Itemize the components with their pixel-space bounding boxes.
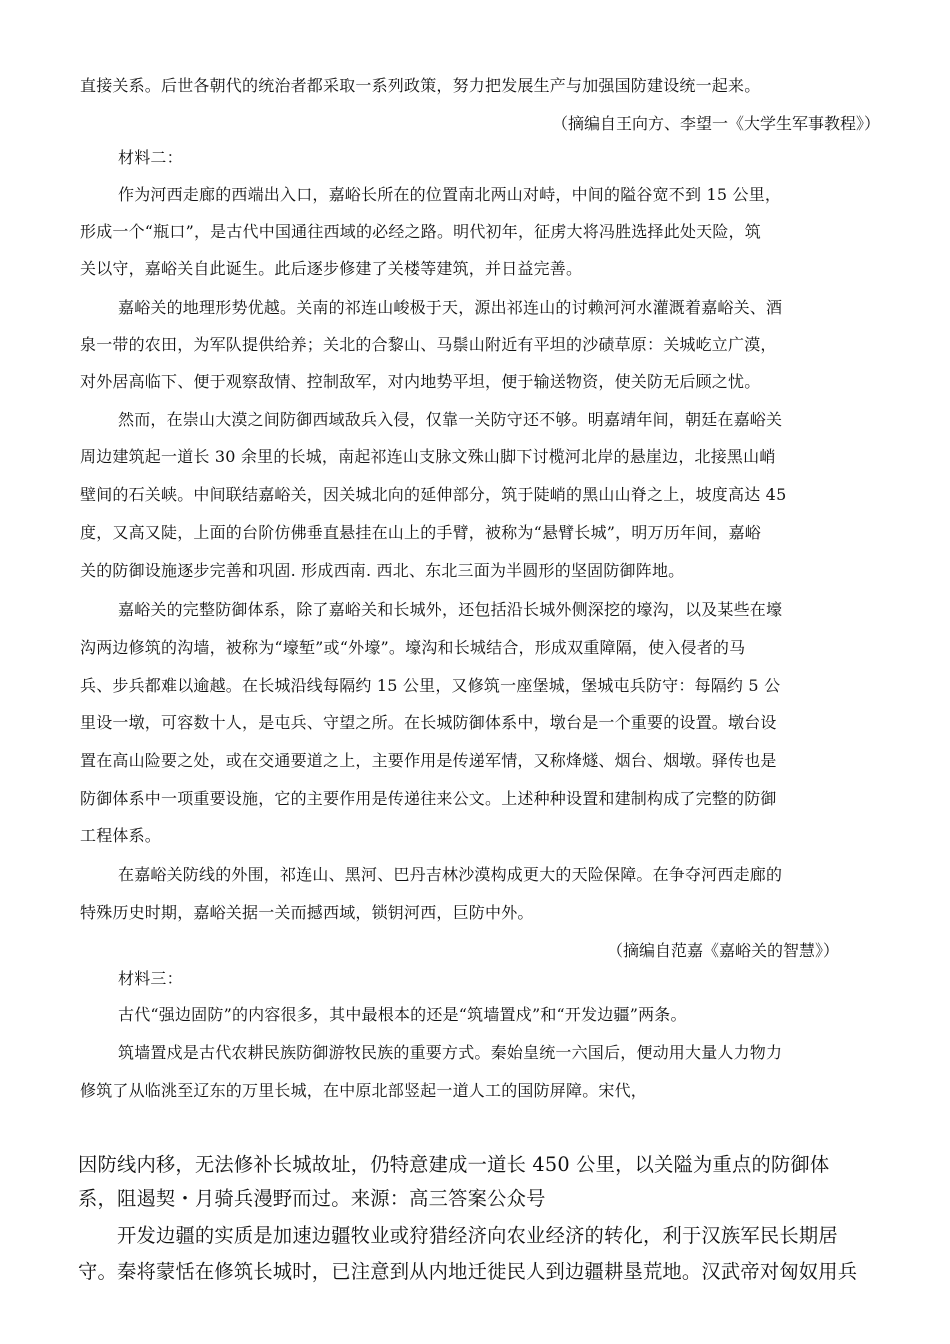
- section-heading: 材料三：: [118, 969, 183, 988]
- text-line: 壁间的石关峡。中间联结嘉峪关，因关城北向的延伸部分，筑于陡峭的黑山山脊之上，坡度高达 45: [80, 485, 787, 504]
- text-line: 古代“强边固防”的内容很多，其中最根本的还是“筑墙置戍”和“开发边疆”两条。: [118, 1005, 687, 1024]
- text-line: 里设一墩，可容数十人，是屯兵、守望之所。在长城防御体系中，墩台是一个重要的设置。墩台设: [80, 713, 777, 732]
- text-line: 嘉峪关的地理形势优越。关南的祁连山峻极于天，源出祁连山的讨赖河河水灌溉着嘉峪关、酒: [118, 298, 783, 317]
- source-citation: （摘编自王向方、李望一《大学生军事教程》）: [552, 114, 881, 133]
- text-line: 防御体系中一项重要设施，它的主要作用是传递往来公文。上述种种设置和建制构成了完整的防御: [80, 789, 777, 808]
- text-line: 兵、步兵都难以逾越。在长城沿线每隔约 15 公里，又修筑一座堡城，堡城屯兵防守：每隔约 5 公: [80, 676, 781, 695]
- text-line: 筑墙置戍是古代农耕民族防御游牧民族的重要方式。秦始皇统一六国后，便动用大量人力物力: [118, 1043, 783, 1062]
- text-line: 嘉峪关的完整防御体系，除了嘉峪关和长城外，还包括沿长城外侧深挖的壕沟，以及某些在壕: [118, 600, 783, 619]
- section-heading: 材料二：: [118, 148, 183, 167]
- text-line: 度，又高又陡，上面的台阶仿佛垂直悬挂在山上的手臂，被称为“悬臂长城”，明万历年间，嘉峪: [80, 523, 761, 542]
- text-line: 直接关系。后世各朝代的统治者都采取一系列政策，努力把发展生产与加强国防建设统一起来。: [80, 76, 761, 95]
- text-line: 周边建筑起一道长 30 余里的长城，南起祁连山支脉文殊山脚下讨榄河北岸的悬崖边，北接黑山峭: [80, 447, 776, 466]
- text-line: 开发边疆的实质是加速边疆牧业或狩猎经济向农业经济的转化，利于汉族军民长期居: [117, 1224, 838, 1247]
- text-line: 然而，在崇山大漠之间防御西域敌兵入侵，仅靠一关防守还不够。明嘉靖年间，朝廷在嘉峪关: [118, 410, 783, 429]
- source-citation: （摘编自范嘉《嘉峪关的智慧》）: [607, 941, 840, 960]
- text-line: 特殊历史时期，嘉峪关据一关而撼西域，锁钥河西，巨防中外。: [80, 903, 534, 922]
- text-line: 泉一带的农田，为军队提供给养；关北的合黎山、马鬃山附近有平坦的沙碛草原：关城屹立广漠，: [80, 335, 777, 354]
- text-line: 作为河西走廊的西端出入口，嘉峪长所在的位置南北两山对峙，中间的隘谷宽不到 15 公里，: [118, 185, 782, 204]
- text-line: 在嘉峪关防线的外围，祁连山、黑河、巴丹吉林沙漠构成更大的天险保障。在争夺河西走廊的: [118, 865, 783, 884]
- text-line: 沟两边修筑的沟墙，被称为“壕堑”或“外壕”。壕沟和长城结合，形成双重障隔，使入侵者的马: [80, 638, 746, 657]
- text-line: 系，阻遏契・月骑兵漫野而过。来源：高三答案公众号: [78, 1187, 546, 1210]
- text-line: 对外居高临下、便于观察敌情、控制敌军，对内地势平坦，便于输送物资，使关防无后顾之忧。: [80, 372, 761, 391]
- text-line: 置在高山险要之处，或在交通要道之上，主要作用是传递军情，又称烽燧、烟台、烟墩。驿传也是: [80, 751, 777, 770]
- text-line: 形成一个“瓶口”，是古代中国通往西域的必经之路。明代初年，征虏大将冯胜选择此处天险，筑: [80, 222, 761, 241]
- text-line: 修筑了从临洮至辽东的万里长城，在中原北部竖起一道人工的国防屏障。宋代，: [80, 1081, 648, 1100]
- text-line: 工程体系。: [80, 826, 162, 845]
- text-line: 因防线内移，无法修补长城故址，仍特意建成一道长 450 公里，以关隘为重点的防御体: [78, 1153, 830, 1176]
- text-line: 守。秦将蒙恬在修筑长城时，已注意到从内地迁徙民人到边疆耕垦荒地。汉武帝对匈奴用兵: [78, 1260, 858, 1283]
- text-line: 关以守，嘉峪关自此诞生。此后逐步修建了关楼等建筑，并日益完善。: [80, 259, 583, 278]
- text-line: 关的防御设施逐步完善和巩固. 形成西南. 西北、东北三面为半圆形的坚固防御阵地。: [80, 561, 685, 580]
